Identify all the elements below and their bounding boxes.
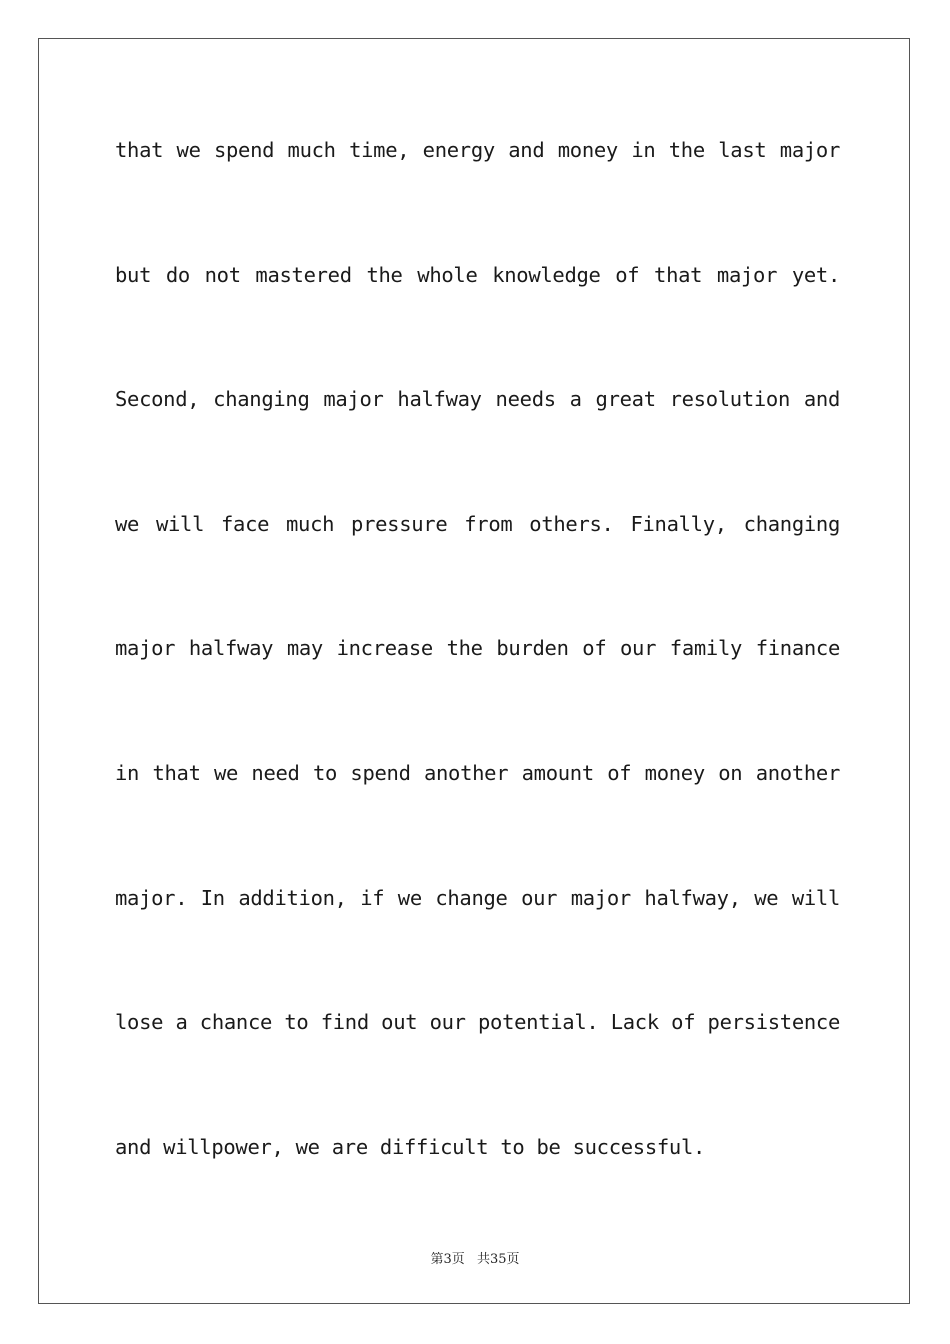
total-page-count: 共35页: [476, 1252, 520, 1267]
text-line: major. In addition, if we change our major halfway, we will: [115, 885, 840, 910]
text-line: lose a chance to find out our potential. Lack of persistence: [115, 1010, 840, 1035]
text-line: major halfway may increase the burden of our family finance: [115, 636, 840, 661]
text-line: Second, changing major halfway needs a great resolution and: [115, 387, 840, 412]
text-line: we will face much pressure from others. Finally, changing: [115, 511, 840, 536]
text-line: and willpower, we are difficult to be successful.: [115, 1134, 706, 1159]
page-footer: [0, 1248, 950, 1267]
document-body: [115, 130, 840, 1251]
text-line: but do not mastered the whole knowledge of that major yet.: [115, 262, 840, 287]
text-line: in that we need to spend another amount of money on another: [115, 760, 840, 785]
text-line: that we spend much time, energy and money in the last major: [115, 138, 840, 162]
current-page-number: 第3页: [430, 1252, 465, 1267]
